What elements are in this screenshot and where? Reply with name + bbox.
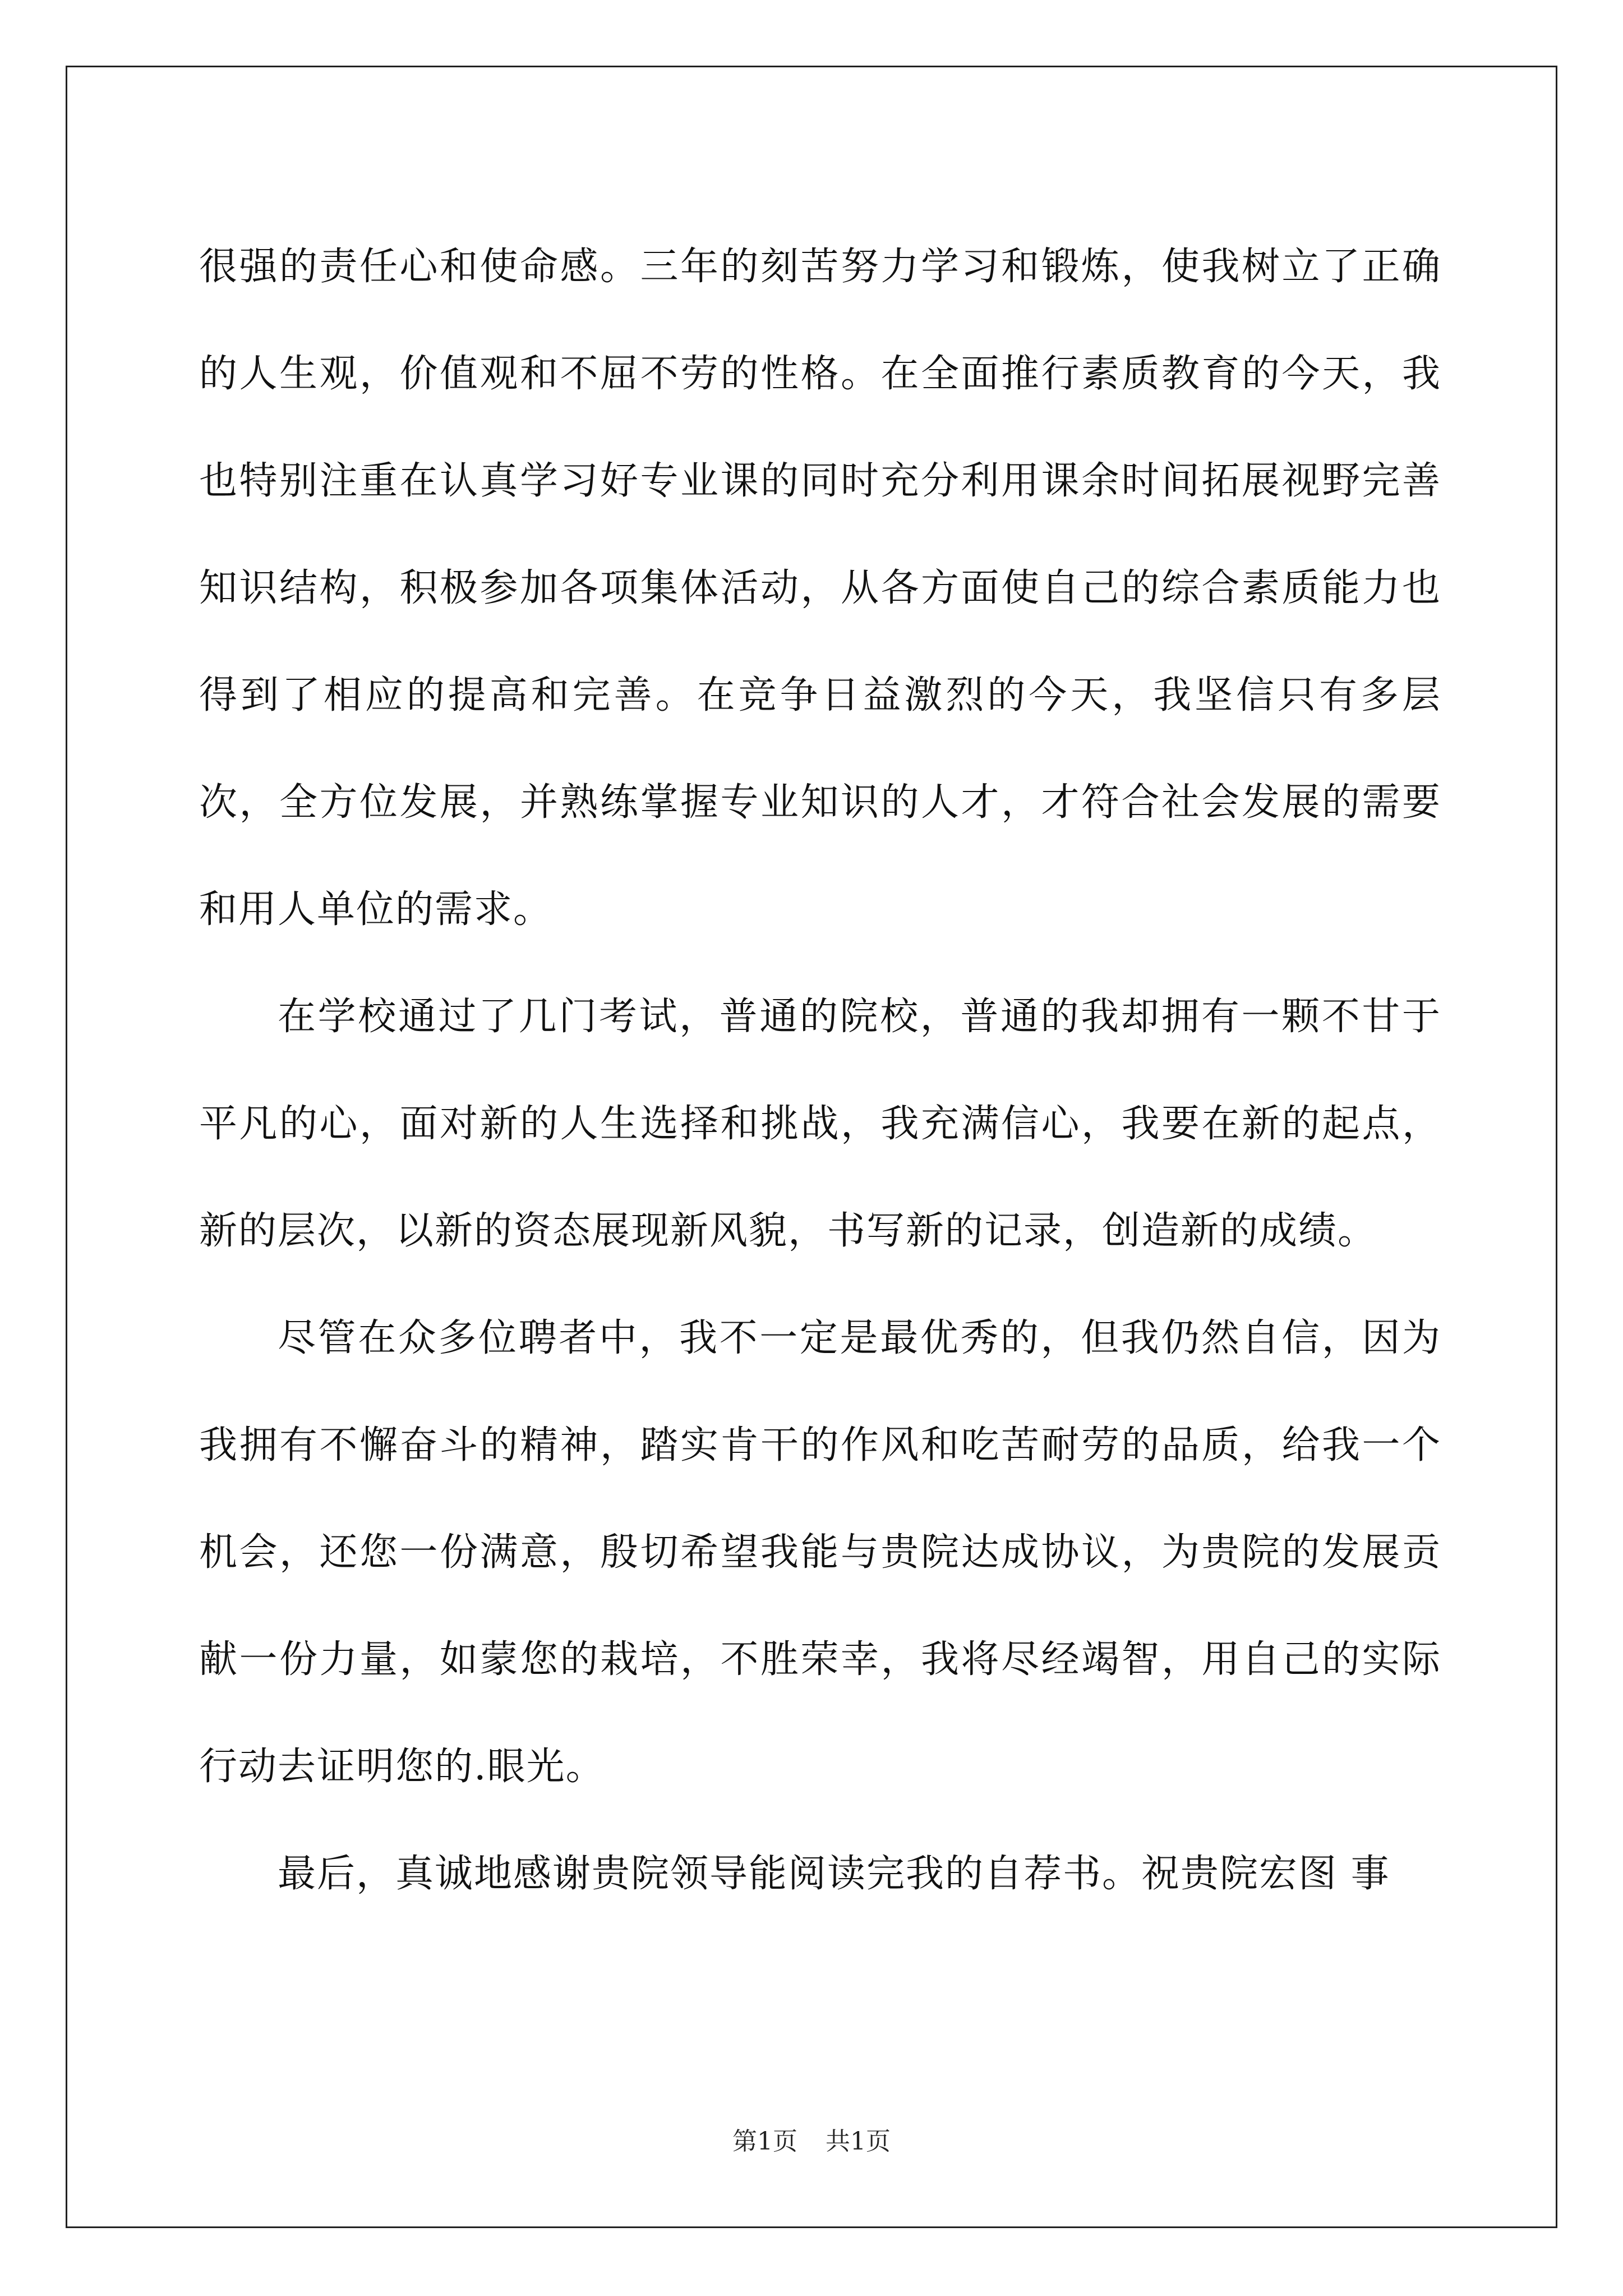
page-total: 共1页 — [826, 2127, 891, 2156]
page-number: 第1页 — [732, 2127, 797, 2156]
paragraph-1: 很强的责任心和使命感。三年的刻苦努力学习和锻炼，使我树立了正确的人生观，价值观和不屈不劳的性格。在全面推行素质教育的今天，我也特别注重在认真学习好专业课的同时充分利用课余时间拓展视野完善知识结构，积极参加各项集体活动，从各方面使自己的综合素质能力也得到了相应的提高和完善。在竞争日益激烈的今天，我坚信只有多层次，全方位发展，并熟练掌握专业知识的人才，才符合社会发展的需要和用人单位的需求。 — [199, 245, 1441, 932]
paragraph-3: 尽管在众多位聘者中，我不一定是最优秀的，但我仍然自信，因为我拥有不懈奋斗的精神，踏实肯干的作风和吃苦耐劳的品质，给我一个机会，还您一份满意，殷切希望我能与贵院达成协议，为贵院的发展贡献一份力量，如蒙您的栽培，不胜荣幸，我将尽经竭智，用自己的实际行动去证明您的.眼光。 — [199, 1316, 1441, 1789]
page-footer — [0, 2125, 1623, 2159]
paragraph-2: 在学校通过了几门考试，普通的院校，普通的我却拥有一颗不甘于平凡的心，面对新的人生选择和挑战，我充满信心，我要在新的起点，新的层次，以新的资态展现新风貌，书写新的记录，创造新的成绩。 — [199, 995, 1441, 1253]
paragraph-4: 最后，真诚地感谢贵院领导能阅读完我的自荐书。祝贵院宏图 事 — [278, 1852, 1390, 1896]
document-body — [199, 213, 1441, 1927]
